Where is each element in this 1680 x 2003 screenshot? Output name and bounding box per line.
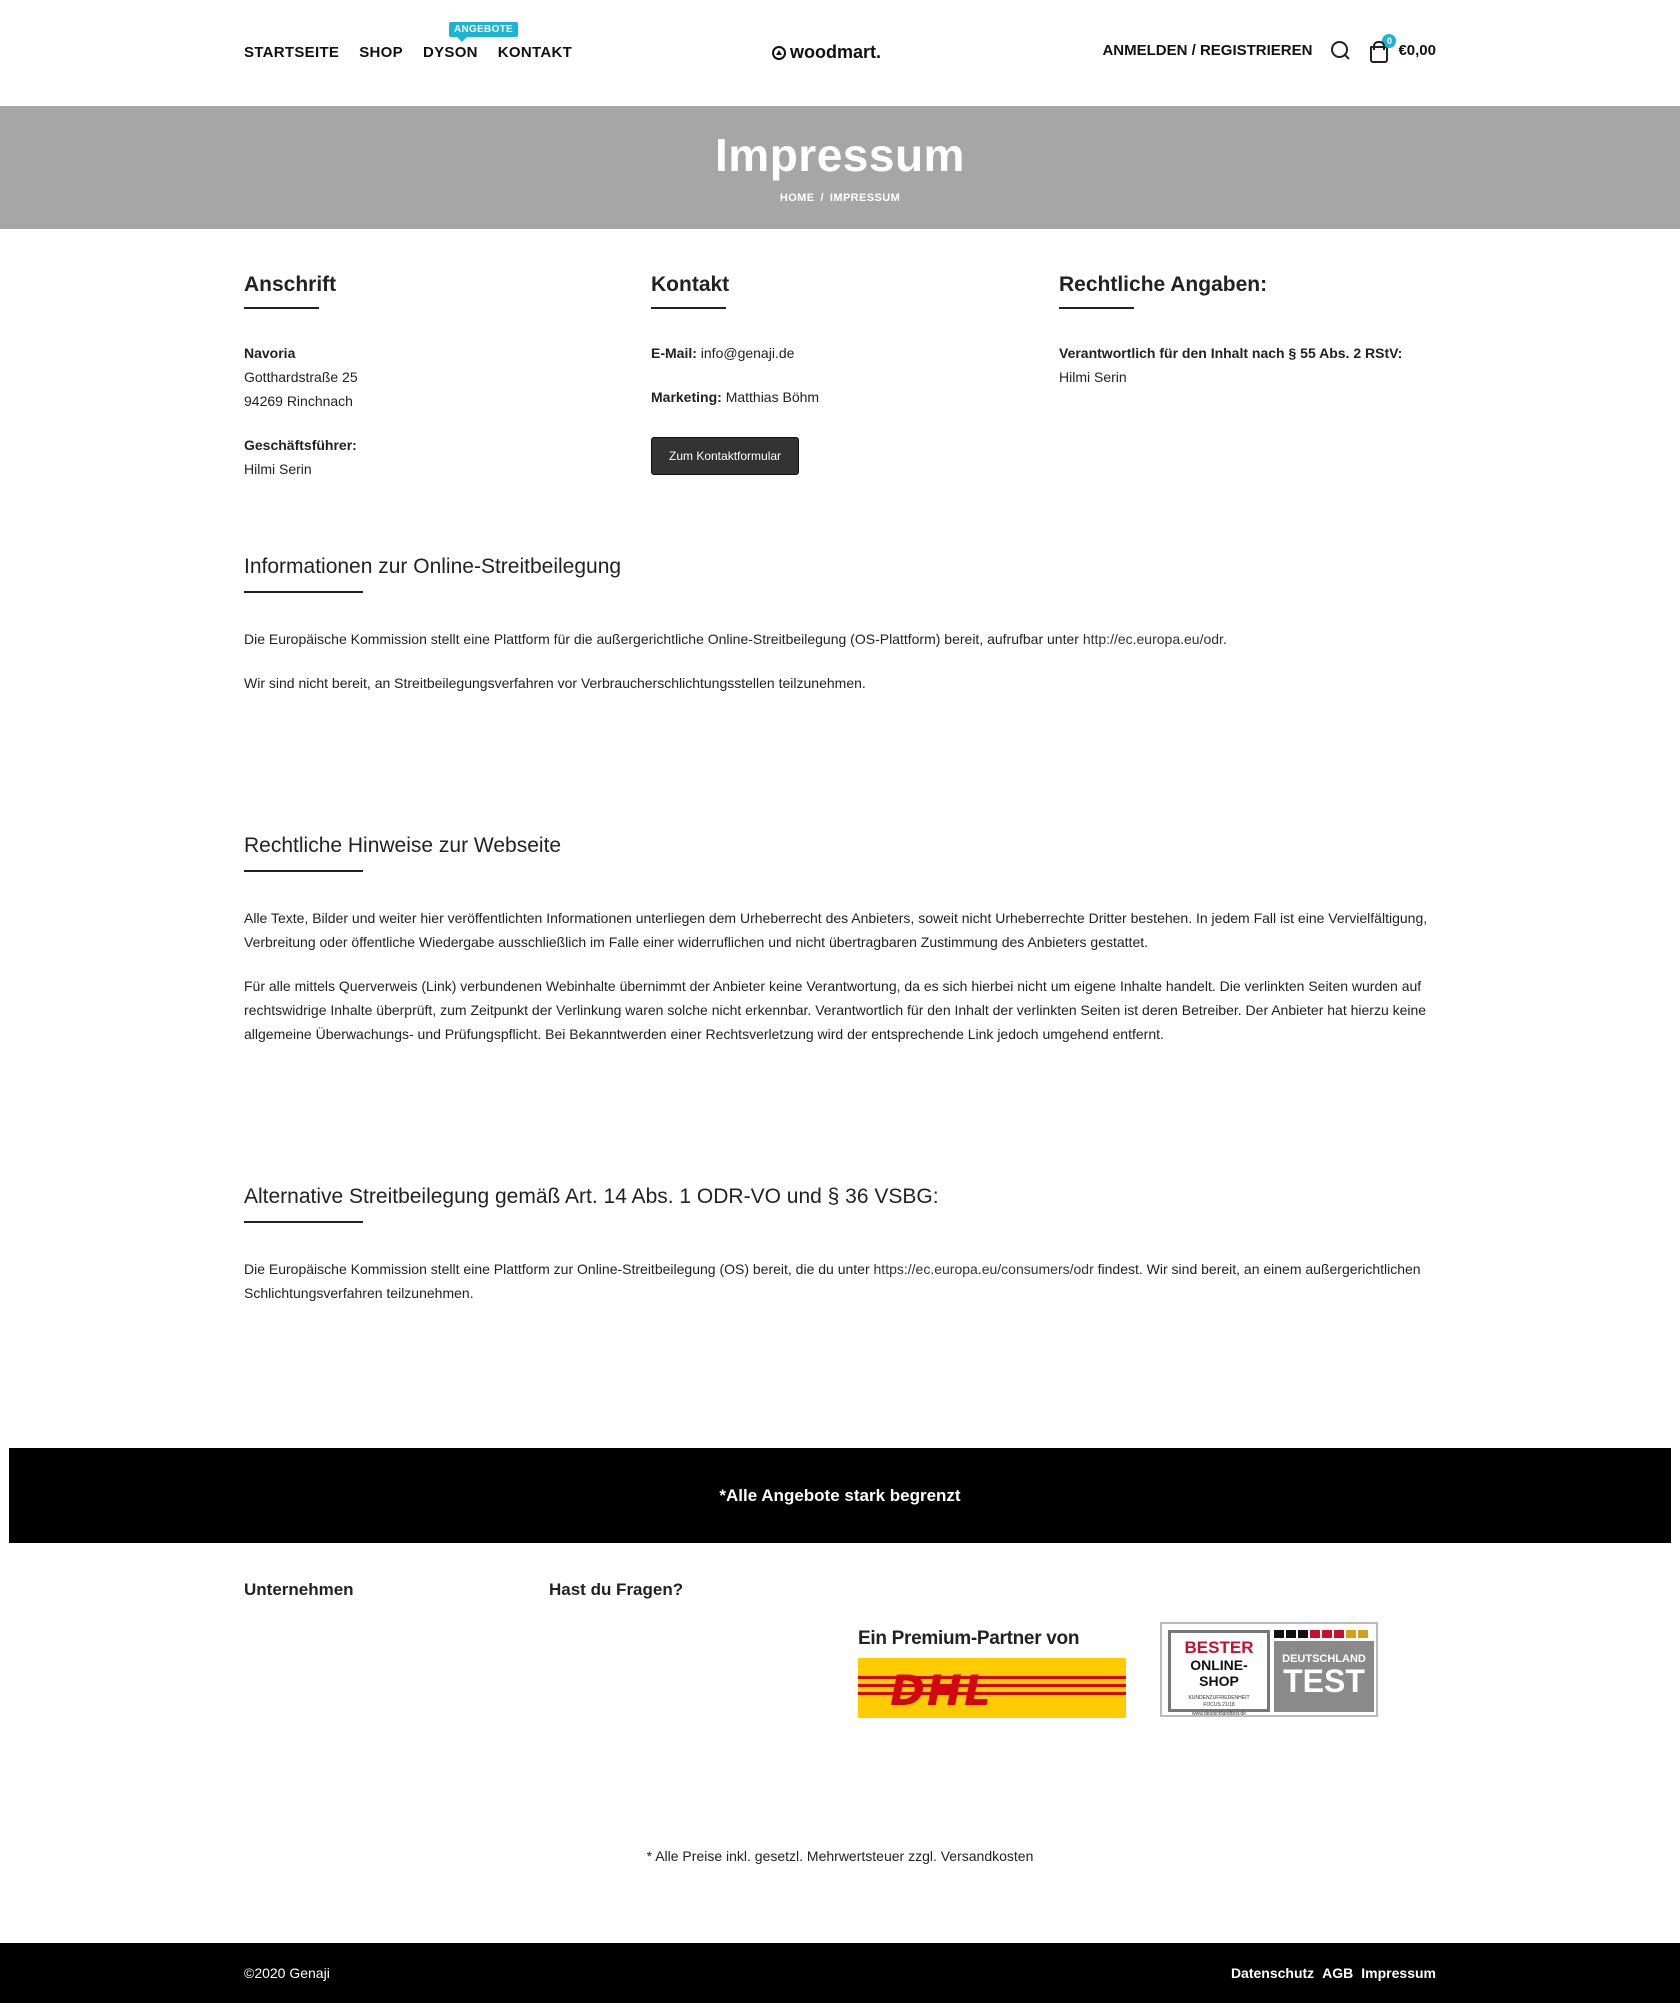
main-nav <box>244 24 573 61</box>
consumers-odr-link[interactable]: https://ec.europa.eu/consumers/odr <box>873 1261 1094 1277</box>
heading-underline <box>244 1221 363 1223</box>
legal-notes-section <box>244 834 1436 1046</box>
responsible-name: Hilmi Serin <box>1059 369 1127 385</box>
alternative-dispute-heading: Alternative Streitbeilegung gemäß Art. 14 Abs. 1 ODR-VO und § 36 VSBG: <box>244 1185 939 1208</box>
breadcrumb-separator: / <box>820 192 824 204</box>
copyright: ©2020 Genaji <box>244 1965 330 1981</box>
footer-heading-company: Unternehmen <box>244 1580 354 1599</box>
legal-block <box>1059 341 1439 389</box>
legal-notes-paragraph-2: Für alle mittels Querverweis (Link) verbundenen Webinhalte übernimmt der Anbieter keine Verantwortung, da es sich hierbei nicht um eigene Inhalte handelt. Die verlinkten Seiten wurden auf rechtswidrige Inhalte überprüft, zum Zeitpunkt der Verlinkung waren solche nicht erkennbar. Verantwortlich für den Inhalt der verlinkten Seiten ist deren Betreiber. Der Anbieter hat hierzu keine allgemeine Überwachungs- und Prüfungspflicht. Bei Bekanntwerden einer Rechtsverletzung wird der entsprechende Link jedoch umgehend entfernt. <box>244 978 1427 1042</box>
breadcrumb-current: IMPRESSUM <box>829 192 901 204</box>
nav-item-startseite[interactable]: STARTSEITE <box>244 44 340 61</box>
kontakt-heading: Kontakt <box>651 273 730 296</box>
company-name: Navoria <box>244 345 296 361</box>
search-icon[interactable] <box>1330 40 1350 60</box>
alt-text: Die Europäische Kommission stellt eine Plattform zur Online-Streitbeilegung (OS) bereit, die du unter <box>244 1261 874 1277</box>
heading-underline <box>651 307 726 309</box>
footer-link-impressum[interactable]: Impressum <box>1361 1965 1436 1981</box>
rechtliche-angaben-heading: Rechtliche Angaben: <box>1059 273 1268 296</box>
breadcrumb <box>0 192 1680 204</box>
login-register-link[interactable]: ANMELDEN / REGISTRIEREN <box>1102 41 1313 59</box>
seal-right-line-1: DEUTSCHLAND <box>1282 1653 1366 1665</box>
marketing-name: Matthias Böhm <box>725 389 820 405</box>
seal-small-1: KUNDENZUFRIEDENHEIT <box>1188 1695 1250 1701</box>
legal-notes-paragraph-1: Alle Texte, Bilder und weiter hier veröffentlichten Informationen unterliegen dem Urheberrecht des Anbieters, soweit nicht Urheberrechte Dritter bestehen. In jedem Fall ist eine Vervielfältigung, Verbreitung oder öffentliche Wiedergabe ausschließlich im Falle einer widerruflichen und nicht übertragbaren Zustimmung des Anbieters gestattet. <box>244 910 1428 950</box>
email-label: E-Mail: <box>651 345 697 361</box>
heading-underline <box>244 591 363 593</box>
managing-director-label: Geschäftsführer: <box>244 437 357 453</box>
nav-item-kontakt[interactable]: KONTAKT <box>497 44 573 61</box>
managing-director-name: Hilmi Serin <box>244 461 312 477</box>
heading-underline <box>244 870 363 872</box>
header-actions <box>1102 36 1436 60</box>
online-dispute-paragraph-1 <box>244 627 1436 651</box>
contact-form-button[interactable]: Zum Kontaktformular <box>651 437 799 475</box>
nav-item-shop[interactable]: SHOP <box>359 44 403 61</box>
seal-line-2: ONLINE-SHOP <box>1190 1657 1248 1689</box>
cart-count-badge: 0 <box>1382 34 1396 48</box>
odr-link[interactable]: http://ec.europa.eu/odr <box>1082 631 1223 647</box>
city: 94269 Rinchnach <box>244 393 353 409</box>
heading-underline <box>1059 307 1134 309</box>
breadcrumb-home[interactable]: HOME <box>779 192 815 204</box>
marketing-label: Marketing: <box>651 389 722 405</box>
footer-link-datenschutz[interactable]: Datenschutz <box>1230 1965 1315 1981</box>
footer-heading-questions: Hast du Fragen? <box>549 1580 684 1599</box>
nav-item-dyson[interactable] <box>422 24 514 61</box>
online-dispute-paragraph-2: Wir sind nicht bereit, an Streitbeilegungsverfahren vor Verbraucherschlichtungsstellen teilzunehmen. <box>244 675 866 691</box>
price-note: * Alle Preise inkl. gesetzl. Mehrwertsteuer zzgl. Versandkosten <box>646 1848 1034 1864</box>
page-title: Impressum <box>715 129 965 181</box>
nav-item-dyson-label: DYSON <box>422 44 478 61</box>
bottom-bar <box>0 1943 1680 2003</box>
dhl-logo-text: DHL <box>890 1666 993 1715</box>
footer-links <box>1231 1965 1436 1981</box>
dhl-caption: Ein Premium-Partner von <box>858 1628 1080 1649</box>
promo-band: *Alle Angebote stark begrenzt <box>9 1448 1671 1543</box>
cart-total: €0,00 <box>1398 41 1436 59</box>
seal-color-dots <box>1274 1630 1374 1638</box>
legal-notes-heading: Rechtliche Hinweise zur Webseite <box>244 834 562 857</box>
p1-end: . <box>1222 631 1227 647</box>
alternative-dispute-paragraph <box>244 1257 1436 1305</box>
heading-underline <box>244 307 319 309</box>
email-link[interactable]: info@genaji.de <box>700 345 795 361</box>
site-header <box>0 0 1680 106</box>
footer-link-agb[interactable]: AGB <box>1322 1965 1354 1981</box>
dhl-logo <box>858 1658 1126 1718</box>
offers-badge: ANGEBOTE <box>449 22 518 37</box>
p1-text: Die Europäische Kommission stellt eine Plattform für die außergerichtliche Online-Streitbeilegung (OS-Plattform) bereit, aufrufbar unter <box>244 631 1083 647</box>
logo-mark-icon <box>772 46 786 60</box>
kontakt-section <box>651 273 1031 475</box>
alt-end: findest. Wir sind bereit, an einem außergerichtlichen Schlichtungsverfahren teilzunehmen. <box>244 1261 1421 1301</box>
anschrift-section <box>244 273 624 481</box>
anschrift-heading: Anschrift <box>244 273 337 296</box>
seal-right-line-2: TEST <box>1283 1663 1365 1699</box>
deutschland-test-seal <box>1160 1622 1378 1717</box>
online-dispute-heading: Informationen zur Online-Streitbeilegung <box>244 555 622 578</box>
shopping-bag-icon <box>1368 36 1392 60</box>
logo-text: woodmart. <box>790 42 882 62</box>
dhl-partner-badge <box>858 1628 1128 1718</box>
seal-line-1: BESTER <box>1184 1638 1254 1657</box>
online-dispute-section <box>244 555 1436 695</box>
seal-small-2: FOCUS 21/18 <box>1203 1702 1235 1708</box>
contact-block <box>651 341 1031 409</box>
page-title-band <box>0 106 1680 229</box>
responsible-label: Verantwortlich für den Inhalt nach § 55 Abs. 2 RStV: <box>1059 345 1403 361</box>
street: Gotthardstraße 25 <box>244 369 358 385</box>
cart-button[interactable] <box>1368 36 1436 60</box>
rechtliche-angaben-section <box>1059 273 1439 389</box>
site-logo[interactable] <box>772 42 881 63</box>
seal-left-panel <box>1168 1630 1270 1717</box>
alternative-dispute-section <box>244 1185 1436 1305</box>
seal-right-panel <box>1274 1630 1374 1712</box>
seal-box <box>1274 1641 1374 1712</box>
seal-small-3: www.deutschlandtest.de <box>1192 1711 1246 1717</box>
address-block <box>244 341 624 481</box>
